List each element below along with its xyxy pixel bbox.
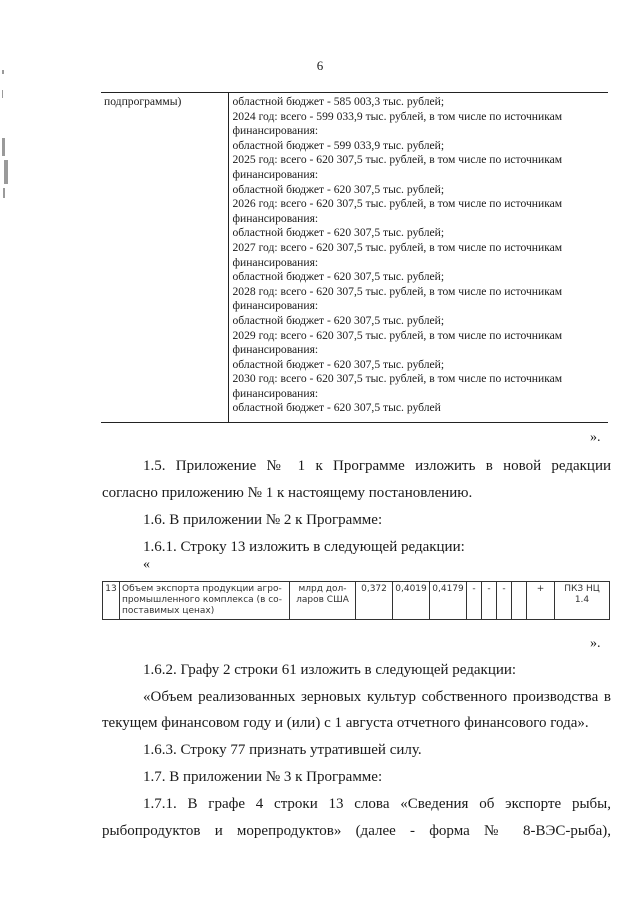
value-cell: - (482, 582, 497, 620)
table-row (101, 93, 608, 423)
indicator-unit: млрд дол-ларов США (290, 582, 356, 620)
value-cell: 0,4179 (430, 582, 467, 620)
value-cell: 0,372 (356, 582, 393, 620)
funding-line: областной бюджет - 620 307,5 тыс. рублей; (232, 270, 445, 284)
funding-line: 2028 год: всего - 620 307,5 тыс. рублей, в том числе по источникам (232, 284, 563, 298)
paragraph-1-7: 1.7. В приложении № 3 к Программе: (143, 769, 383, 785)
quote-line1: «Объем реализованных зерновых культур собственного производства в (143, 689, 611, 705)
plus-cell: + (527, 582, 555, 620)
scan-artifacts (2, 60, 12, 260)
funding-cell (228, 93, 608, 423)
funding-line: областной бюджет - 620 307,5 тыс. рублей; (232, 357, 445, 371)
funding-line: финансирования: (232, 167, 319, 181)
funding-line: финансирования: (232, 386, 319, 400)
indicator-table (102, 581, 610, 620)
closing-quote: ». (590, 430, 601, 445)
funding-line: финансирования: (232, 124, 319, 138)
paragraph-1-5-line2: согласно приложению № 1 к настоящему постановлению. (102, 485, 473, 501)
value-cell: - (467, 582, 482, 620)
funding-line: 2024 год: всего - 599 033,9 тыс. рублей, в том числе по источникам (232, 109, 563, 123)
funding-line: 2029 год: всего - 620 307,5 тыс. рублей, в том числе по источникам (232, 328, 563, 342)
funding-line: 2025 год: всего - 620 307,5 тыс. рублей, в том числе по источникам (232, 153, 563, 167)
funding-line: финансирования: (232, 211, 319, 225)
paragraph-1-6: 1.6. В приложении № 2 к Программе: (143, 512, 383, 528)
funding-line: 2026 год: всего - 620 307,5 тыс. рублей, в том числе по источникам (232, 197, 563, 211)
paragraph-1-6-3: 1.6.3. Строку 77 признать утратившей силу. (143, 742, 422, 758)
paragraph-1-5-line1: 1.5. Приложение № 1 к Программе изложить в новой редакции (143, 458, 611, 474)
funding-line: финансирования: (232, 255, 319, 269)
value-cell: 0,4019 (393, 582, 430, 620)
funding-line: областной бюджет - 620 307,5 тыс. рублей; (232, 226, 445, 240)
paragraph-1-6-2: 1.6.2. Графу 2 строки 61 изложить в следующей редакции: (143, 662, 517, 678)
closing-quote-2: ». (590, 636, 601, 651)
funding-line: областной бюджет - 599 033,9 тыс. рублей; (232, 138, 445, 152)
row-label-cell: подпрограммы) (101, 93, 228, 423)
source-code-cell: ПКЗ НЦ 1.4 (555, 582, 610, 620)
value-cell: - (497, 582, 512, 620)
paragraph-1-7-1-line2: рыбопродуктов и морепродуктов» (далее - форма № 8-ВЭС-рыба), (102, 823, 611, 839)
table-row (103, 582, 610, 620)
value-cell (512, 582, 527, 620)
funding-line: 2027 год: всего - 620 307,5 тыс. рублей, в том числе по источникам (232, 240, 563, 254)
funding-line: финансирования: (232, 299, 319, 313)
funding-line: областной бюджет - 585 003,3 тыс. рублей; (232, 95, 445, 108)
funding-line: областной бюджет - 620 307,5 тыс. рублей (232, 401, 441, 415)
paragraph-1-7-1-line1: 1.7.1. В графе 4 строки 13 слова «Сведения об экспорте рыбы, (143, 796, 611, 812)
funding-line: финансирования: (232, 343, 319, 357)
program-funding-table (101, 92, 608, 423)
funding-line: областной бюджет - 620 307,5 тыс. рублей; (232, 313, 445, 327)
funding-line: 2030 год: всего - 620 307,5 тыс. рублей, в том числе по источникам (232, 372, 563, 386)
quote-line2: текущем финансовом году и (или) с 1 августа отчетного финансового года». (102, 715, 589, 731)
funding-line: областной бюджет - 620 307,5 тыс. рублей; (232, 182, 445, 196)
opening-quote: « (143, 557, 150, 572)
page-number: 6 (316, 58, 324, 73)
row-number: 13 (103, 582, 120, 620)
indicator-name: Объем экспорта продукции агро-промышленного комплекса (в со-поставимых ценах) (120, 582, 290, 620)
paragraph-1-6-1: 1.6.1. Строку 13 изложить в следующей редакции: (143, 539, 465, 555)
